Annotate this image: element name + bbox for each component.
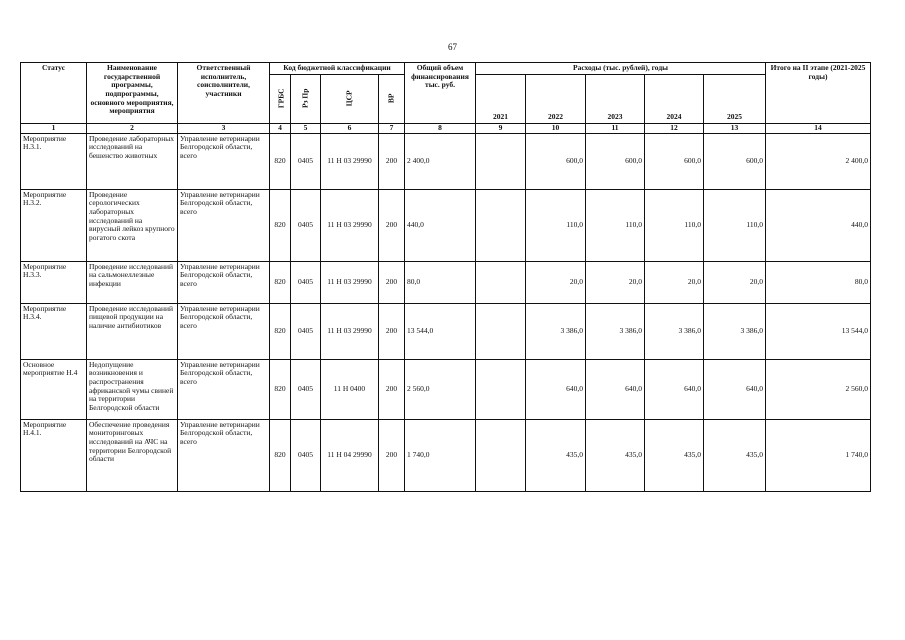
cell-vr: 200 xyxy=(379,419,405,491)
header-vr xyxy=(379,74,405,123)
cell-status: Мероприятие Н.3.3. xyxy=(21,261,87,303)
column-number: 7 xyxy=(379,123,405,133)
cell-2025: 3 386,0 xyxy=(704,303,766,359)
cell-status: Мероприятие Н.3.1. xyxy=(21,133,87,189)
cell-rzpr: 0405 xyxy=(291,359,321,419)
cell-2021 xyxy=(476,359,526,419)
header-year: 2023 xyxy=(586,74,645,123)
cell-2023: 640,0 xyxy=(586,359,645,419)
column-number: 5 xyxy=(291,123,321,133)
header-csr xyxy=(321,74,379,123)
header-csr-label: ЦСР xyxy=(344,90,354,107)
cell-2023: 110,0 xyxy=(586,189,645,261)
cell-grbs: 820 xyxy=(270,359,291,419)
cell-grbs: 820 xyxy=(270,133,291,189)
cell-grbs: 820 xyxy=(270,303,291,359)
column-number: 1 xyxy=(21,123,87,133)
cell-stage-total: 2 560,0 xyxy=(766,359,871,419)
cell-2021 xyxy=(476,133,526,189)
cell-executor: Управление ветеринарии Белгородской области, всего xyxy=(178,419,270,491)
cell-2024: 435,0 xyxy=(645,419,704,491)
cell-2025: 600,0 xyxy=(704,133,766,189)
cell-2024: 110,0 xyxy=(645,189,704,261)
header-rzpr-label: Рз Пр xyxy=(300,88,310,109)
cell-2023: 600,0 xyxy=(586,133,645,189)
cell-name: Обеспечение проведения мониторинговых исследований на АЧС на территории Белгородской области xyxy=(87,419,178,491)
cell-2024: 3 386,0 xyxy=(645,303,704,359)
cell-name: Проведение исследований на сальмонеллезные инфекции xyxy=(87,261,178,303)
header-total-volume: Общий объем финансирования тыс. руб. xyxy=(405,63,476,124)
cell-csr: 11 Н 04 29990 xyxy=(321,419,379,491)
cell-2022: 110,0 xyxy=(526,189,586,261)
cell-executor: Управление ветеринарии Белгородской области, всего xyxy=(178,133,270,189)
cell-csr: 11 Н 03 29990 xyxy=(321,303,379,359)
cell-2025: 20,0 xyxy=(704,261,766,303)
cell-2024: 20,0 xyxy=(645,261,704,303)
cell-vr: 200 xyxy=(379,303,405,359)
column-number: 13 xyxy=(704,123,766,133)
header-grbs-label: ГРБС xyxy=(276,88,286,109)
cell-2021 xyxy=(476,189,526,261)
header-status: Статус xyxy=(21,63,87,124)
cell-2022: 600,0 xyxy=(526,133,586,189)
cell-name: Недопущение возникновения и распространения африканской чумы свиней на территории Белгородской области xyxy=(87,359,178,419)
cell-total: 440,0 xyxy=(405,189,476,261)
cell-grbs: 820 xyxy=(270,419,291,491)
column-number-row xyxy=(21,123,871,133)
cell-rzpr: 0405 xyxy=(291,261,321,303)
cell-csr: 11 Н 0400 xyxy=(321,359,379,419)
cell-2023: 20,0 xyxy=(586,261,645,303)
cell-2025: 435,0 xyxy=(704,419,766,491)
cell-stage-total: 1 740,0 xyxy=(766,419,871,491)
cell-csr: 11 Н 03 29990 xyxy=(321,261,379,303)
cell-total: 2 560,0 xyxy=(405,359,476,419)
table-row xyxy=(21,419,871,491)
header-vr-label: ВР xyxy=(386,93,396,104)
cell-2024: 640,0 xyxy=(645,359,704,419)
cell-stage-total: 80,0 xyxy=(766,261,871,303)
cell-vr: 200 xyxy=(379,261,405,303)
cell-executor: Управление ветеринарии Белгородской области, всего xyxy=(178,303,270,359)
cell-2022: 3 386,0 xyxy=(526,303,586,359)
cell-2025: 110,0 xyxy=(704,189,766,261)
cell-rzpr: 0405 xyxy=(291,303,321,359)
cell-name: Проведение исследований пищевой продукции на наличие антибиотиков xyxy=(87,303,178,359)
header-year: 2025 xyxy=(704,74,766,123)
header-executor: Ответственный исполнитель, соисполнители, участники xyxy=(178,63,270,124)
header-year: 2024 xyxy=(645,74,704,123)
cell-status: Мероприятие Н.3.4. xyxy=(21,303,87,359)
cell-executor: Управление ветеринарии Белгородской области, всего xyxy=(178,261,270,303)
header-expenses: Расходы (тыс. рублей), годы xyxy=(476,63,766,75)
cell-name: Проведение лабораторных исследований на бешенство животных xyxy=(87,133,178,189)
cell-2021 xyxy=(476,419,526,491)
cell-csr: 11 Н 03 29990 xyxy=(321,133,379,189)
cell-2021 xyxy=(476,261,526,303)
column-number: 2 xyxy=(87,123,178,133)
column-number: 9 xyxy=(476,123,526,133)
cell-vr: 200 xyxy=(379,189,405,261)
cell-2023: 435,0 xyxy=(586,419,645,491)
header-name: Наименование государственной программы, подпрограммы, основного мероприятия, мероприятия xyxy=(87,63,178,124)
cell-2024: 600,0 xyxy=(645,133,704,189)
cell-name: Проведение серологических лабораторных исследований на вирусный лейкоз крупного рогатого скота xyxy=(87,189,178,261)
cell-2022: 640,0 xyxy=(526,359,586,419)
cell-vr: 200 xyxy=(379,359,405,419)
cell-executor: Управление ветеринарии Белгородской области, всего xyxy=(178,189,270,261)
column-number: 14 xyxy=(766,123,871,133)
table-row xyxy=(21,189,871,261)
header-budget-code: Код бюджетной классификации xyxy=(270,63,405,75)
column-number: 4 xyxy=(270,123,291,133)
table-row xyxy=(21,133,871,189)
cell-2021 xyxy=(476,303,526,359)
cell-rzpr: 0405 xyxy=(291,189,321,261)
header-row-1 xyxy=(21,63,871,75)
header-year: 2022 xyxy=(526,74,586,123)
column-number: 12 xyxy=(645,123,704,133)
table-row xyxy=(21,303,871,359)
cell-stage-total: 440,0 xyxy=(766,189,871,261)
cell-2023: 3 386,0 xyxy=(586,303,645,359)
cell-2025: 640,0 xyxy=(704,359,766,419)
table-row xyxy=(21,261,871,303)
header-rzpr xyxy=(291,74,321,123)
cell-rzpr: 0405 xyxy=(291,419,321,491)
column-number: 3 xyxy=(178,123,270,133)
cell-grbs: 820 xyxy=(270,261,291,303)
column-number: 10 xyxy=(526,123,586,133)
header-year: 2021 xyxy=(476,74,526,123)
page-number: 67 xyxy=(448,42,457,52)
header-total-stage: Итого на II этапе (2021-2025 годы) xyxy=(766,63,871,124)
cell-total: 13 544,0 xyxy=(405,303,476,359)
cell-status: Мероприятие Н.3.2. xyxy=(21,189,87,261)
cell-total: 2 400,0 xyxy=(405,133,476,189)
cell-vr: 200 xyxy=(379,133,405,189)
cell-2022: 435,0 xyxy=(526,419,586,491)
table-body xyxy=(21,133,871,491)
budget-table xyxy=(20,62,871,492)
column-number: 8 xyxy=(405,123,476,133)
header-grbs xyxy=(270,74,291,123)
column-number: 6 xyxy=(321,123,379,133)
cell-grbs: 820 xyxy=(270,189,291,261)
cell-status: Основное мероприятие Н.4 xyxy=(21,359,87,419)
cell-stage-total: 2 400,0 xyxy=(766,133,871,189)
cell-stage-total: 13 544,0 xyxy=(766,303,871,359)
cell-total: 80,0 xyxy=(405,261,476,303)
cell-2022: 20,0 xyxy=(526,261,586,303)
column-number: 11 xyxy=(586,123,645,133)
cell-status: Мероприятие Н.4.1. xyxy=(21,419,87,491)
table-row xyxy=(21,359,871,419)
cell-executor: Управление ветеринарии Белгородской области, всего xyxy=(178,359,270,419)
cell-total: 1 740,0 xyxy=(405,419,476,491)
cell-rzpr: 0405 xyxy=(291,133,321,189)
cell-csr: 11 Н 03 29990 xyxy=(321,189,379,261)
